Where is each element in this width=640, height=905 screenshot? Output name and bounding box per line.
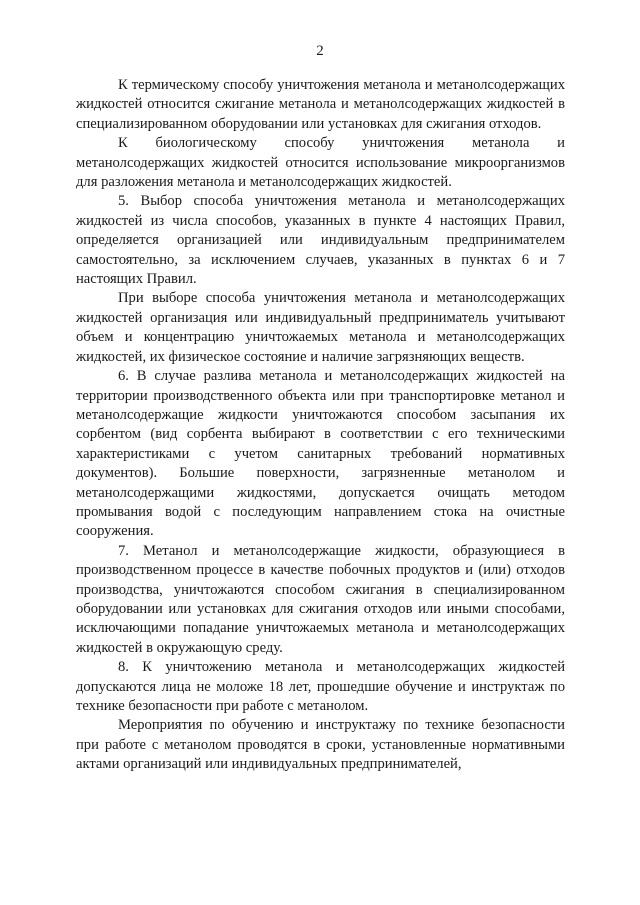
paragraph-thermal-method: К термическому способу уничтожения метанола и метанолсодержащих жидкостей относится сжигание метанола и метанолсодержащих жидкостей в специализированном оборудовании или установках для сжигания отходов. (76, 77, 565, 132)
paragraph-item-7: 7. Метанол и метанолсодержащие жидкости, образующиеся в производственном процессе в качестве побочных продуктов и (или) отходов производства, уничтожаются способом сжигания в специализированном оборудовании или установках для сжигания отходов или иными способами, исключающими попадание уничтожаемых метанола и метанолсодержащих жидкостей в окружающую среду. (76, 542, 565, 656)
paragraph-item-6: 6. В случае разлива метанола и метанолсодержащих жидкостей на территории производственного объекта или при транспортировке метанол и метанолсодержащие жидкости уничтожаются способом засыпания их сорбентом (вид сорбента выбирают в соответствии с его техническими характеристиками с учетом санитарных требований нормативных документов). Большие поверхности, загрязненные метанолом и метанолсодержащими жидкостями, допускается очищать методом промывания водой с последующим направлением стока на очистные сооружения. (76, 368, 565, 540)
paragraph-training: Мероприятия по обучению и инструктажу по технике безопасности при работе с метанолом проводятся в сроки, установленные нормативными актами организаций или индивидуальных предпринимателей, (76, 717, 565, 773)
page-number: 2 (316, 43, 324, 59)
paragraph-biological-method: К биологическому способу уничтожения метанола и метанолсодержащих жидкостей относится использование микроорганизмов для разложения метанола и метанолсодержащих жидкостей. (76, 135, 565, 191)
document-body (76, 76, 565, 775)
paragraph-item-8: 8. К уничтожению метанола и метанолсодержащих жидкостей допускаются лица не моложе 18 лет, прошедшие обучение и инструктаж по технике безопасности при работе с метанолом. (76, 659, 565, 714)
paragraph-method-selection: При выборе способа уничтожения метанола и метанолсодержащих жидкостей организация или индивидуальный предприниматель учитывают объем и концентрацию уничтожаемых метанола и метанолсодержащих жидкостей, их физическое состояние и наличие загрязняющих веществ. (76, 290, 565, 365)
paragraph-item-5: 5. Выбор способа уничтожения метанола и метанолсодержащих жидкостей из числа способов, указанных в пункте 4 настоящих Правил, определяется организацией или индивидуальным предпринимателем самостоятельно, за исключением случаев, указанных в пунктах 6 и 7 настоящих Правил. (76, 193, 565, 288)
